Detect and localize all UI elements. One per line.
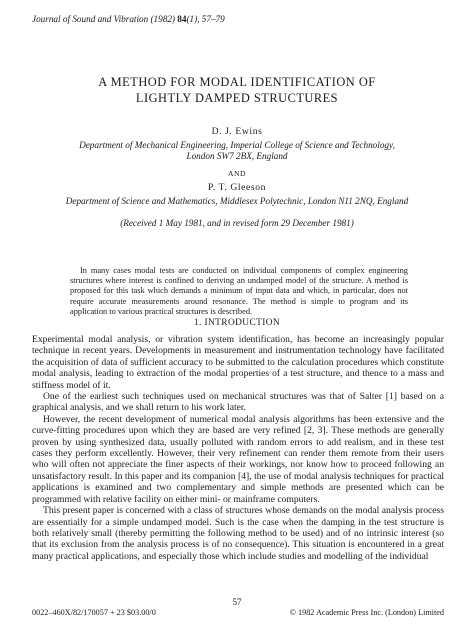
author-2: P. T. Gleeson (207, 182, 267, 193)
footer-code: 0022–460X/82/170057 + 23 $03.00/0 (32, 608, 156, 617)
received-dates: (Received 1 May 1981, and in revised form 29 December 1981) (120, 218, 354, 228)
author-2-affiliation: Department of Science and Mathematics, Middlesex Polytechnic, London N11 2NQ, England (65, 196, 409, 206)
author-1: D. J. Ewins (211, 126, 263, 137)
author-1-affiliation-line-2: London SW7 2BX, England (186, 151, 288, 161)
journal-citation (32, 14, 225, 24)
journal-volume: 84 (177, 14, 187, 24)
and-separator: AND (228, 169, 246, 178)
journal-name: Journal of Sound and Vibration (32, 14, 149, 24)
body-text (32, 334, 444, 562)
paragraph-1: Experimental modal analysis, or vibration system identification, has become an increasingly popular technique in recent years. Developments in measurement and instrumentation technology have facilitated the acquisition of data of sufficient accuracy to be submitted to the calculation procedures which constitute modal analysis, leading to extraction of the modal properties of a test structure, and thence to a mass and stiffness model of it. (32, 334, 444, 391)
page-number: 57 (232, 597, 242, 607)
title-line-2: LIGHTLY DAMPED STRUCTURES (135, 91, 339, 105)
abstract (70, 266, 408, 317)
journal-issue-pages: (1), 57–79 (186, 14, 225, 24)
paragraph-3: However, the recent development of numerical modal analysis algorithms has been extensive and the curve-fitting procedures upon which they are based are very refined [2, 3]. These methods are generally proven by using synthesized data, usually polluted with random errors to add realism, and in these test cases they perform excellently. However, their very refinement can render them remote from their users who will often not appreciate the finer aspects of their workings, nor know how to proceed following an unsatisfactory result. In this paper and its companion [4], the use of modal analysis techniques for practical applications is examined and two complementary and simple methods are presented which can be programmed with relative facility on either mini- or mainframe computers. (32, 413, 444, 505)
footer-copyright: © 1982 Academic Press Inc. (London) Limited (289, 608, 444, 617)
paragraph-2: One of the earliest such techniques used on mechanical structures was that of Salter [1] based on a graphical analysis, and we shall return to his work later. (32, 391, 444, 414)
title-line-1: A METHOD FOR MODAL IDENTIFICATION OF (98, 75, 376, 89)
abstract-text: In many cases modal tests are conducted on individual components of complex engineering structures where interest is confined to deriving an undamped model of the structure. A method is proposed for this task which demands a minimum of input data and which, in particular, does not require accurate measurements around resonance. The method is simple to program and its application to various practical structures is described. (70, 266, 408, 316)
paper-title (0, 74, 474, 106)
author-1-affiliation-line-1: Department of Mechanical Engineering, Imperial College of Science and Technology, (79, 140, 395, 150)
paragraph-4: This present paper is concerned with a class of structures whose demands on the modal analysis process are essentially for a simple undamped model. Such is the case when the damping in the test structure is both relatively small (thereby permitting the following method to be used) and of no intrinsic interest (so that its exclusion from the analysis process is of no consequence). This situation is encountered in a great many practical applications, and especially those which include studies and modelling of the individual (32, 505, 444, 562)
footer (32, 608, 444, 617)
journal-year: (1982) (148, 14, 178, 24)
section-heading: 1. INTRODUCTION (193, 318, 281, 328)
